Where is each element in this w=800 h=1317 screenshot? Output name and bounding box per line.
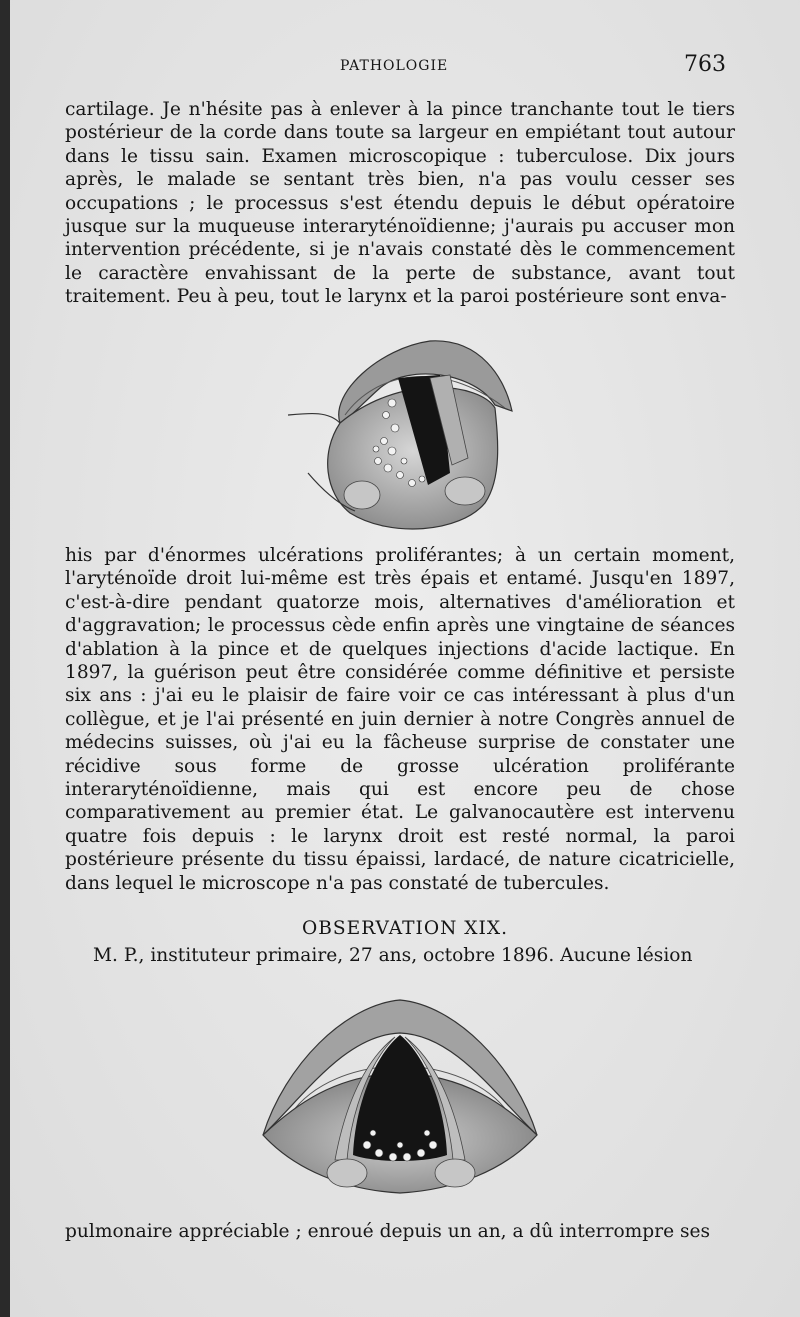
page-number: 763: [684, 52, 726, 77]
paragraph-observation-continued: pulmonaire appréciable ; enroué depuis un an, a dû interrompre ses: [65, 1221, 711, 1242]
larynx-illustration-observation: [255, 995, 545, 1200]
paragraph-observation-intro: M. P., instituteur primaire, 27 ans, octobre 1896. Aucune lésion: [93, 945, 693, 966]
book-page: [10, 0, 800, 1317]
larynx-ulcer-drawing: [280, 333, 520, 533]
page-header: [10, 50, 800, 90]
observation-heading: OBSERVATION XIX.: [301, 918, 509, 939]
paragraph-evolution: his par d'énormes ulcérations proliférantes; à un certain moment, l'aryténoïde droit lui-même est très épais et entamé. Jusqu'en 1897, c'est-à-dire pendant quatorze mois, alternatives d'amélioration et d'aggravation; le processus cède enfin après une vingtaine de séances d'ablation à la pince et de quelques injections d'acide lactique. En 1897, la guérison peut être considérée comme définitive et persiste six ans : j'ai eu le plaisir de faire voir ce cas intéressant à plus d'un collègue, et je l'ai présenté en juin dernier à notre Congrès annuel de médecins suisses, où j'ai eu la fâcheuse surprise de constater une récidive sous forme de grosse ulcération proliférante interaryténoïdienne, mais qui est encore peu de chose comparativement au premier état. Le galvanocautère est intervenu quatre fois depuis : le larynx droit est resté normal, la paroi postérieure présente du tissu épaissi, lardacé, de nature cicatricielle, dans lequel le microscope n'a pas constaté de tubercules.: [65, 545, 735, 894]
paragraph-case-continued: cartilage. Je n'hésite pas à enlever à la pince tranchante tout le tiers postérieur de la corde dans toute sa largeur en empiétant tout autour dans le tissu sain. Examen microscopique : tuberculose. Dix jours après, le malade se sentant très bien, n'a pas voulu cesser ses occupations ; le processus s'est étendu depuis le début opératoire jusque sur la muqueuse interaryténoïdienne; j'aurais pu accuser mon intervention précédente, si je n'avais constaté dès le commencement le caractère envahissant de la perte de substance, avant tout traitement. Peu à peu, tout le larynx et la paroi postérieure sont enva-: [65, 99, 735, 308]
running-title: PATHOLOGIE: [340, 58, 449, 74]
larynx-glottis-drawing: [255, 995, 545, 1200]
larynx-illustration-ulcerated: [280, 333, 520, 533]
